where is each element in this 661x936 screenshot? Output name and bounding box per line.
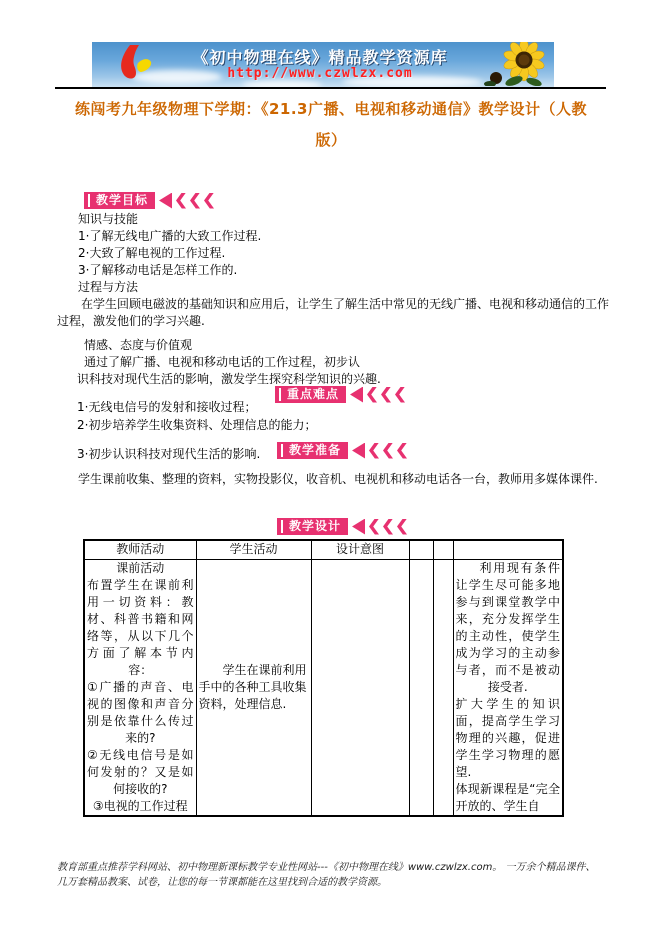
arrow-left-icon (159, 193, 172, 209)
chevron-left-icon (397, 519, 407, 535)
student-activity-cell (196, 559, 311, 816)
document-title-line2: 版） (315, 131, 347, 149)
cell-title: 课前活动 (116, 560, 165, 575)
emotion-text-line: 识科技对现代生活的影响，激发学生探究科学知识的兴趣. (77, 372, 381, 386)
process-text-line: 过程，激发他们的学习兴趣. (57, 314, 205, 328)
site-logo-icon (114, 43, 156, 87)
teacher-activity-question: ③电视的工作过程 (92, 798, 188, 813)
chevron-left-icon (369, 519, 379, 535)
footer-line: 教育部重点推荐学科网站、初中物理新课标教学专业性网站---《初中物理在线》www.czwlzx.com。 一万余个精品课件、 (57, 862, 596, 873)
section-banner-design (277, 518, 407, 535)
table-row (84, 559, 563, 816)
section-banner-key-points (275, 386, 405, 403)
key-point-item: 3·初步认识科技对现代生活的影响. (77, 447, 261, 461)
column-header-student: 学生活动 (196, 540, 311, 559)
chevron-left-icon (176, 193, 186, 209)
column-header-empty (409, 540, 433, 559)
notes-cell (453, 559, 563, 816)
chevron-left-icon (369, 443, 379, 459)
key-point-item: 1·无线电信号的发射和接收过程； (77, 400, 257, 414)
site-banner-text (156, 49, 484, 81)
chevron-left-icon (367, 387, 377, 403)
knowledge-item: 3·了解移动电话是怎样工作的. (78, 263, 238, 277)
page-footer (57, 860, 617, 890)
section-banner-label: 教学目标 (84, 192, 155, 209)
table-header-row (84, 540, 563, 559)
teacher-activity-cell (84, 559, 196, 816)
notes-paragraph: 利用现有条件让学生尽可能多地参与到课堂教学中来，充分发挥学生的主动性，使学生成为学习的主动参与者，而不是被动接受者. (455, 560, 560, 694)
section-banner-label: 重点难点 (275, 386, 346, 403)
process-heading: 过程与方法 (78, 280, 139, 294)
chevron-left-icon (381, 387, 391, 403)
student-activity-text: 学生在课前利用手中的各种工具收集资料，处理信息. (198, 662, 307, 711)
section-banner-label: 教学准备 (277, 442, 348, 459)
knowledge-item: 2·大致了解电视的工作过程. (78, 246, 226, 260)
knowledge-item: 1·了解无线电广播的大致工作过程. (78, 229, 262, 243)
document-title (57, 94, 605, 156)
teaching-design-table (83, 539, 564, 817)
section-banner-preparation (277, 442, 407, 459)
chevron-left-icon (190, 193, 200, 209)
chevron-left-icon (383, 443, 393, 459)
column-header-empty (453, 540, 563, 559)
notes-paragraph: 体现新课程是“完全开放的、学生自 (455, 781, 560, 813)
emotion-text-line: 通过了解广播、电视和移动电话的工作过程，初步认 (84, 355, 361, 369)
preparation-text: 学生课前收集、整理的资料，实物投影仪，收音机、电视机和移动电话各一台，教师用多媒体课件. (78, 472, 598, 486)
key-point-item: 2·初步培养学生收集资料、处理信息的能力； (77, 418, 317, 432)
footer-line: 几万套精品教案、试卷，让您的每一节课都能在这里找到合适的教学资源。 (57, 877, 387, 888)
chevron-left-icon (397, 443, 407, 459)
notes-paragraph: 扩大学生的知识面，提高学生学习物理的兴趣，促进学生学习物理的愿望. (455, 696, 560, 779)
empty-cell (409, 559, 433, 816)
section-banner-label: 教学设计 (277, 518, 348, 535)
chevron-left-icon (383, 519, 393, 535)
teacher-activity-question: ②无线电信号是如何发射的？又是如何接收的? (87, 747, 194, 796)
process-text-line: 在学生回顾电磁波的基础知识和应用后，让学生了解生活中常见的无线广播、电视和移动通信的工作 (81, 297, 610, 311)
section-banner-objectives (84, 192, 214, 209)
chevron-left-icon (395, 387, 405, 403)
arrow-left-icon (350, 387, 363, 403)
design-intent-cell (311, 559, 409, 816)
column-header-teacher: 教师活动 (84, 540, 196, 559)
chevron-left-icon (204, 193, 214, 209)
site-banner (92, 42, 554, 88)
arrow-left-icon (352, 519, 365, 535)
teacher-activity-question: ①广播的声音、电视的图像和声音分别是依靠什么传过来的? (87, 679, 194, 745)
emotion-heading: 情感、态度与价值观 (84, 338, 193, 352)
column-header-empty (433, 540, 453, 559)
teacher-activity-body: 布置学生在课前利用一切资料：教材、科普书籍和网络等，从以下几个方面了解本节内容： (87, 577, 194, 677)
column-header-intent: 设计意图 (311, 540, 409, 559)
knowledge-heading: 知识与技能 (78, 212, 139, 226)
sunflower-icon (484, 42, 550, 88)
arrow-left-icon (352, 443, 365, 459)
site-title: 《初中物理在线》精品教学资源库 (192, 48, 448, 68)
site-url: http://www.czwlzx.com (227, 65, 413, 81)
empty-cell (433, 559, 453, 816)
document-title-line1: 练闯考九年级物理下学期：《21.3广播、电视和移动通信》教学设计（人教 (74, 100, 587, 118)
